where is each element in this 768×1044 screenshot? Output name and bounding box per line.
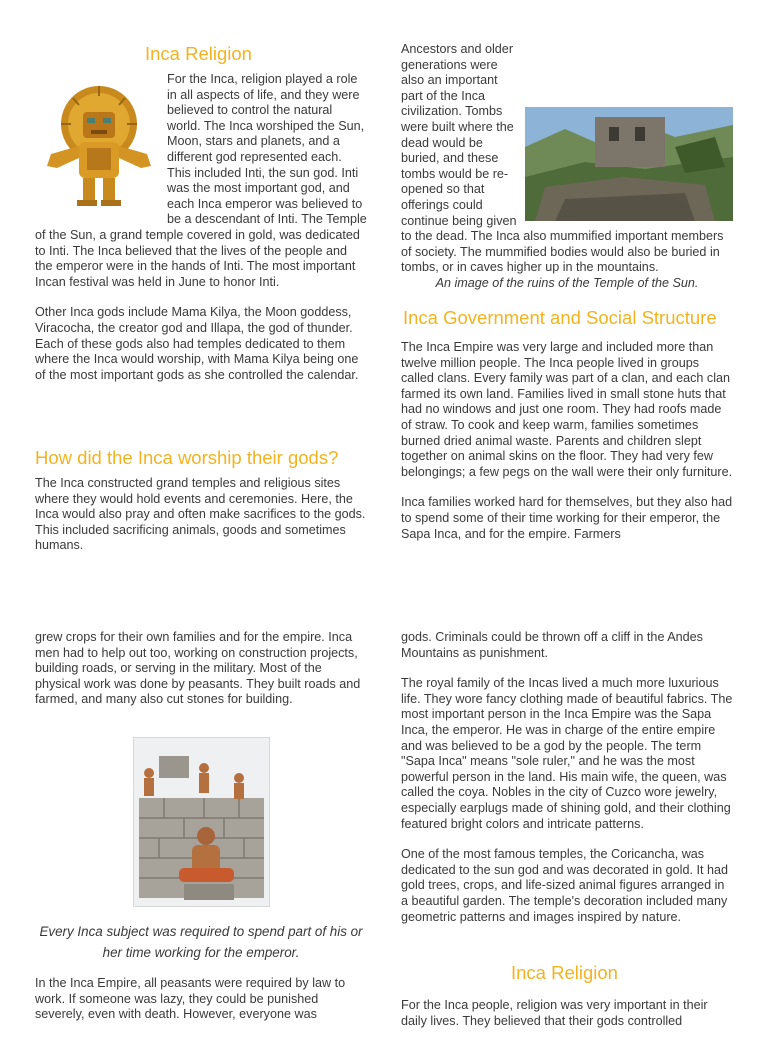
criminals-paragraph: gods. Criminals could be thrown off a cliff in the Andes Mountains as punishment.: [401, 630, 703, 660]
religion-importance-block: [401, 998, 733, 1044]
royal-family-paragraph: The royal family of the Incas lived a much more luxurious life. They wore fancy clothing made of beautiful fabrics. The most important person in the Inca Empire was the Sapa Inca, the emperor. He was in charge of the entire empire and was believed to be a god by the people. The term "Sapa Inca" means "sole ruler," and he was the most powerful person in the land. His main wife, the queen, was called the coya. Nobles in the city of Cuzco wore jewelry, especially earplugs made of shining gold, and their clothing featured bright colors and intricate patterns.: [401, 676, 733, 831]
government-paragraph-2: Inca families worked hard for themselves, but they also had to spend some of their time working for their emperor, the Sapa Inca, and for the empire. Farmers: [401, 495, 733, 541]
government-paragraph-block: [401, 340, 733, 557]
page2-right-column: [401, 630, 733, 940]
peasants-paragraph: grew crops for their own families and for the empire. Inca men had to help out too, working on construction projects, building roads, or serving in the military. Most of the physical work was done by peasants. They built roads and farmed, and many also cut stones for building.: [35, 630, 361, 707]
inca-workers-illustration: [133, 737, 270, 907]
religion-importance-paragraph: For the Inca people, religion was very important in their daily lives. They believed that their gods controlled: [401, 998, 708, 1028]
page1-right-column: [401, 42, 733, 291]
religion-paragraph-1: For the Inca, religion played a role in all aspects of life, and they were believed to control the natural world. The Inca worshiped the Sun, Moon, stars and planets, and a different god represented each. This included Inti, the sun god. Inti was the most important god, and each Inca emperor was believed to be a descendant of Inti. The Temple of the Sun, a grand temple covered in gold, was dedicated to Inti. The Inca believed that the lives of the people and the emperor were in the hands of Inti. The most important Incan festival was held in June to honor Inti.: [35, 72, 367, 289]
temple-ruins-image: [525, 107, 733, 221]
workers-image-caption: Every Inca subject was required to spend part of his or her time working for the emperor.: [39, 924, 363, 960]
temple-image-caption: An image of the ruins of the Temple of the Sun.: [435, 276, 699, 290]
coricancha-paragraph: One of the most famous temples, the Coricancha, was dedicated to the sun god and was decorated in gold. It had gold trees, crops, and life-sized animal figures arranged in a beautiful garden. The temple's decoration included many geometric patterns and images inspired by nature.: [401, 847, 728, 924]
section-heading-government: Inca Government and Social Structure: [403, 307, 717, 328]
government-paragraph-1: The Inca Empire was very large and included more than twelve million people. The Inca people lived in groups called clans. Every family was part of a clan, and each clan farmed its own land. Families lived in small stone huts that had no windows and just one room. They had roofs made of straw. To cook and keep warm, families sometimes burned dried animal waste. Parents and children slept together on animal skins on the floor. They had very few belongings; a few pegs on the wall were their only furniture.: [401, 340, 733, 479]
section-heading-inca-religion: Inca Religion: [145, 43, 252, 64]
ancestors-paragraph: Ancestors and older generations were also an important part of the Inca civilization. Tombs were built where the dead would be buried, and these tombs would be re-opened so that offerings could continue being given to the dead. The Inca also mummified important members of society. The mummified bodies would also be buried in tombs, or in caves higher up in the mountains.: [401, 42, 724, 275]
worship-paragraph: The Inca constructed grand temples and religious sites where they would hold events and ceremonies. Here, the Inca would also pray and often make sacrifices to the gods. This included sacrificing animals, goods and sometimes humans.: [35, 476, 366, 553]
section-heading-inca-religion-2: Inca Religion: [511, 962, 618, 983]
worship-paragraph-block: [35, 476, 367, 569]
inca-idol-image: [37, 84, 161, 209]
religion-paragraph-2: Other Inca gods include Mama Kilya, the Moon goddess, Viracocha, the creator god and Illapa, the god of thunder. Each of these gods also had temples dedicated to them where the Inca would worship, with Mama Kilya being one of the most important gods as she controlled the calendar.: [35, 305, 359, 382]
labor-law-paragraph: In the Inca Empire, all peasants were required by law to work. If someone was lazy, they could be punished severely, even with death. However, everyone was: [35, 976, 346, 1022]
section-heading-worship: How did the Inca worship their gods?: [35, 447, 339, 468]
labor-law-paragraph-block: [35, 976, 367, 1038]
page1-left-column: [35, 72, 367, 398]
page2-left-column: [35, 630, 367, 723]
